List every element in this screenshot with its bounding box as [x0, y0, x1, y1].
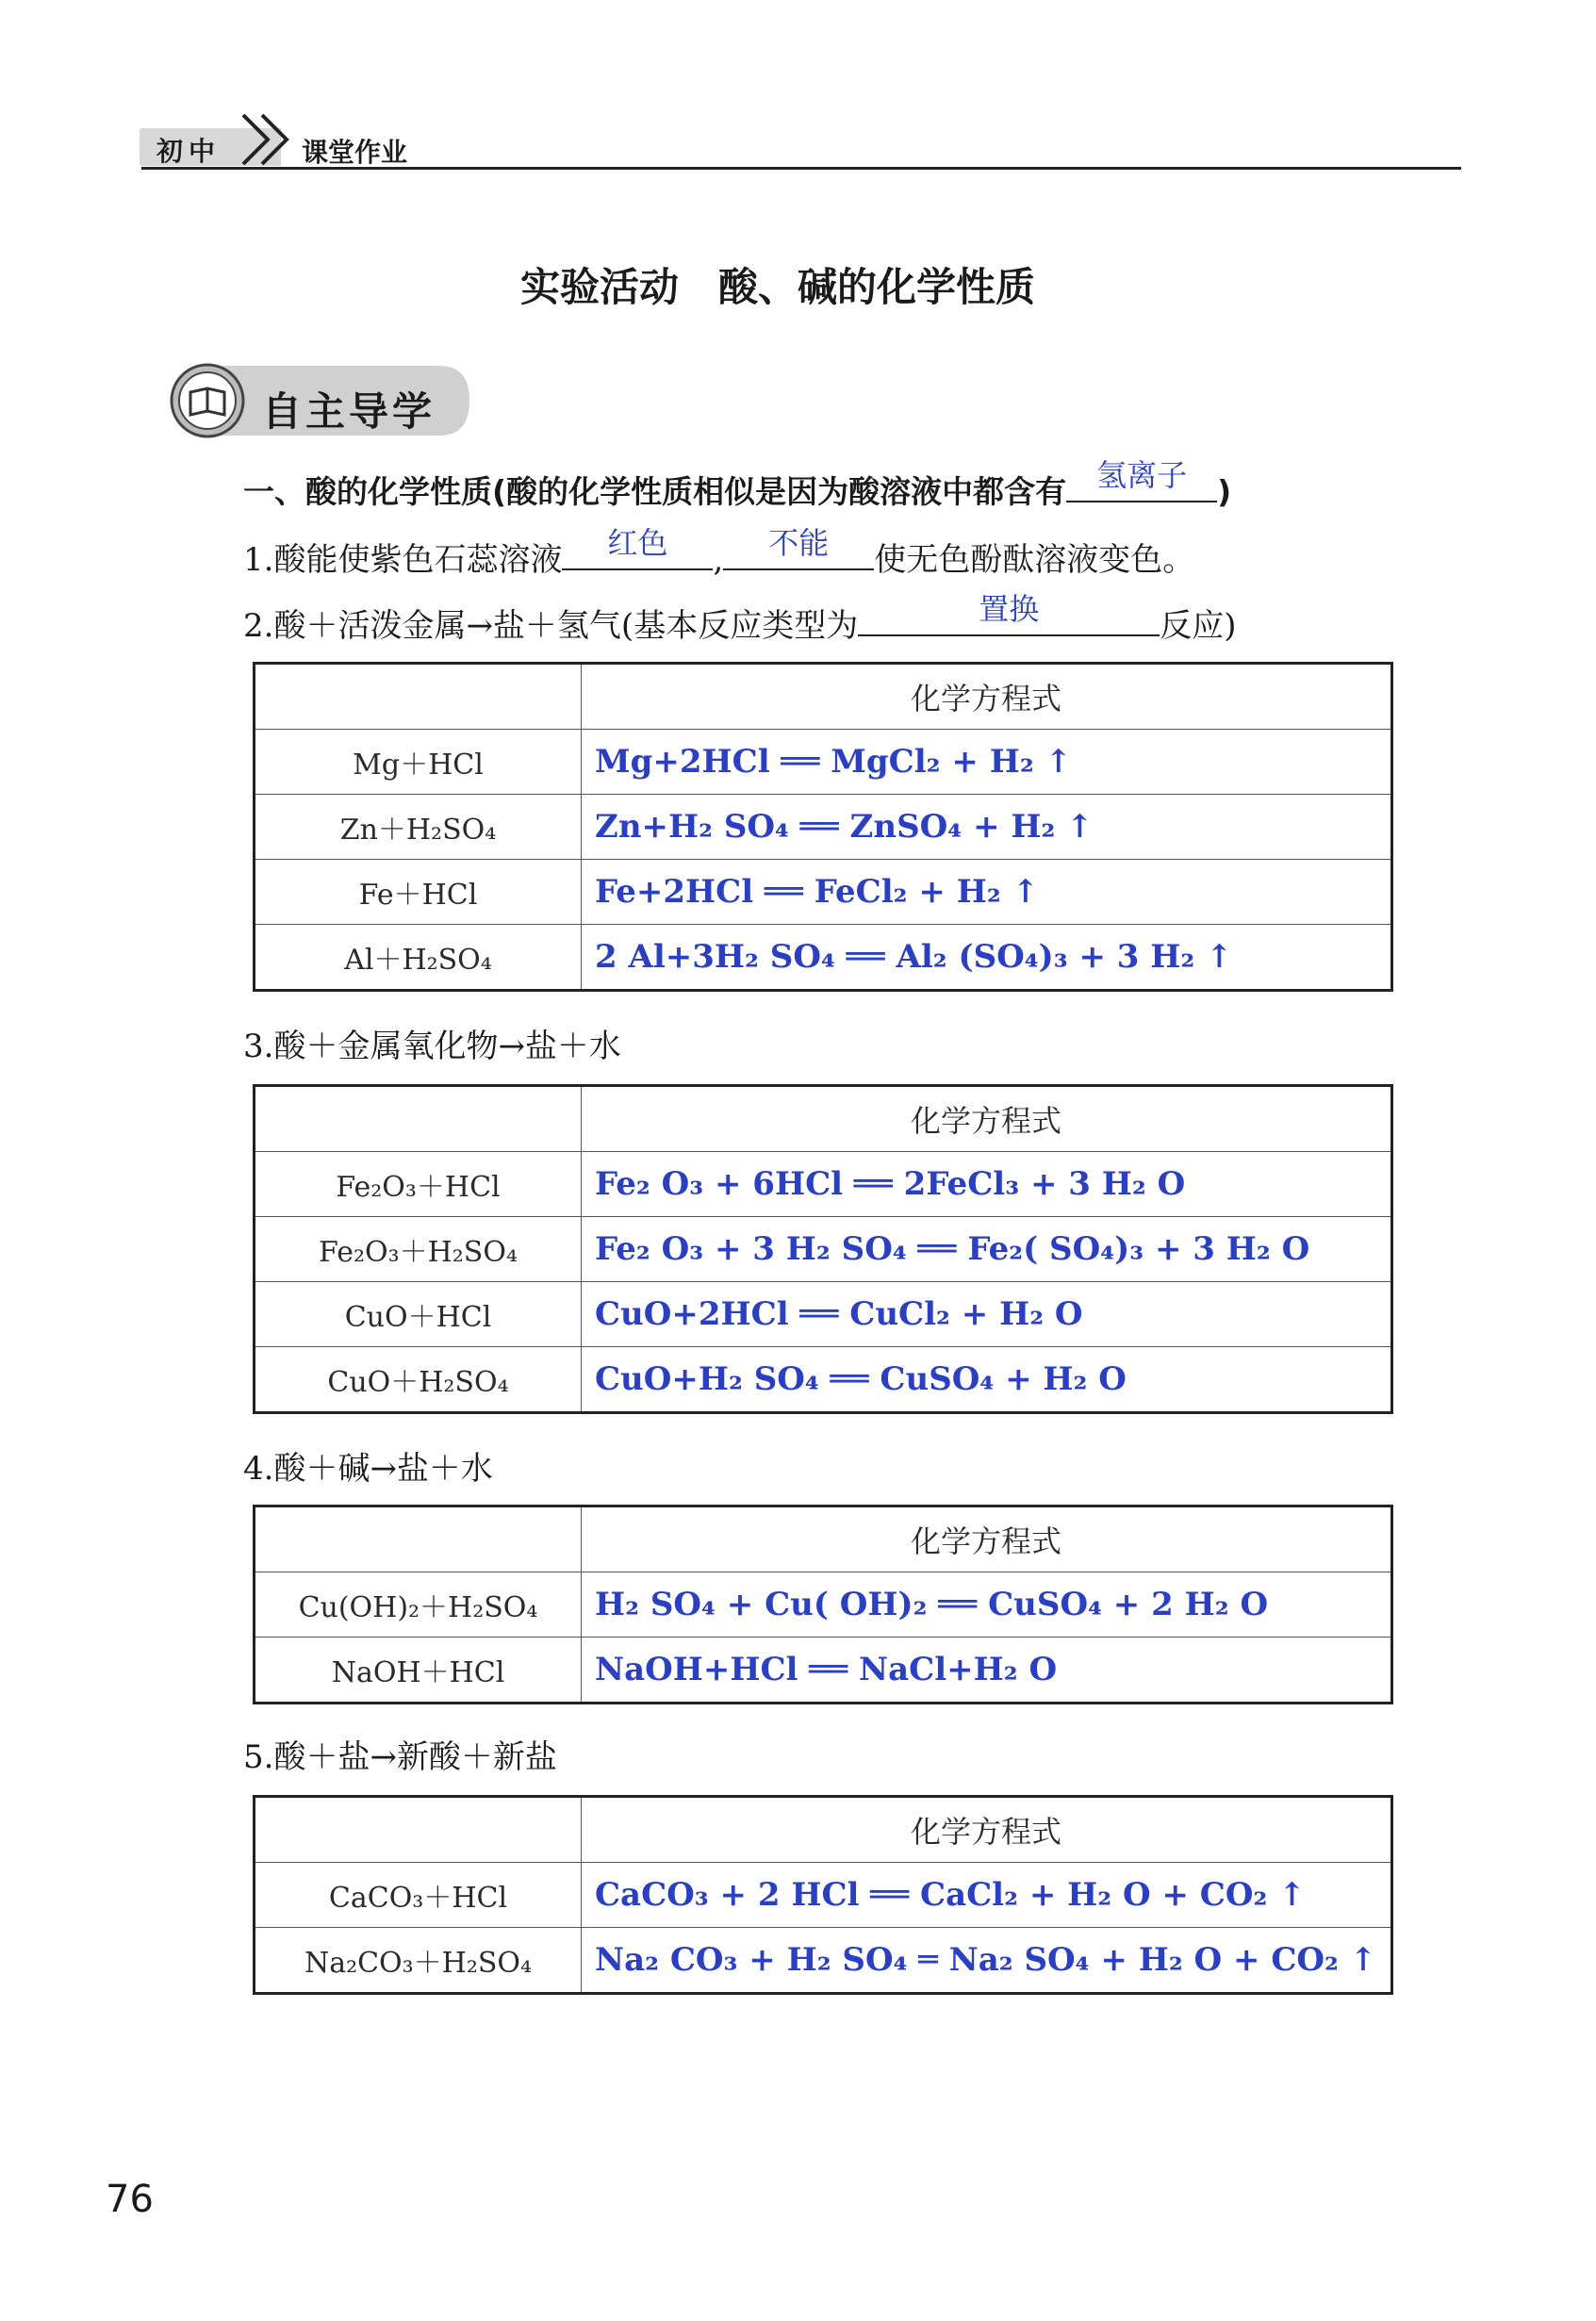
table-header-empty	[255, 1086, 582, 1152]
page-number: 76	[106, 2178, 154, 2221]
equation-table-1	[253, 662, 1393, 992]
reactants-cell: Mg＋HCl	[255, 730, 582, 795]
reactants-cell: CuO＋HCl	[255, 1282, 582, 1347]
reactants-cell: Na₂CO₃＋H₂SO₄	[255, 1928, 582, 1994]
table-header-row	[255, 1797, 1392, 1863]
item-3: 3.酸＋金属氧化物→盐＋水	[243, 1028, 621, 1065]
equation-cell: H₂ SO₄ + Cu( OH)₂ ══ CuSO₄ + 2 H₂ O	[582, 1572, 1392, 1638]
section-badge-label: 自主导学	[262, 388, 436, 435]
part-heading	[243, 457, 1232, 512]
table-header-label: 化学方程式	[582, 1797, 1392, 1863]
header-series: 课堂作业	[302, 137, 408, 168]
table-row	[255, 730, 1392, 795]
answer-text: 红色	[607, 525, 668, 561]
table-row	[255, 860, 1392, 925]
equation-cell: Fe₂ O₃ + 6HCl ══ 2FeCl₃ + 3 H₂ O	[582, 1152, 1392, 1217]
table-row	[255, 1928, 1392, 1994]
item-1	[243, 525, 1195, 580]
equation-cell: CaCO₃ + 2 HCl ══ CaCl₂ + H₂ O + CO₂ ↑	[582, 1863, 1392, 1928]
item-1-separator: ,	[713, 541, 724, 579]
reactants-cell: Al＋H₂SO₄	[255, 925, 582, 991]
reactants-cell: Zn＋H₂SO₄	[255, 795, 582, 860]
table-row	[255, 795, 1392, 860]
reactants-cell: CuO＋H₂SO₄	[255, 1347, 582, 1413]
page-title: 实验活动 酸、碱的化学性质	[520, 264, 1036, 310]
item-1-text: 1.酸能使紫色石蕊溶液	[243, 541, 563, 579]
table-header-row	[255, 664, 1392, 730]
reactants-cell: CaCO₃＋HCl	[255, 1863, 582, 1928]
table-header-empty	[255, 1797, 582, 1863]
equation-table-4	[253, 1795, 1393, 1995]
table-row	[255, 1152, 1392, 1217]
equation-table-2	[253, 1084, 1393, 1414]
table-header-label: 化学方程式	[582, 1506, 1392, 1572]
reactants-cell: Fe₂O₃＋H₂SO₄	[255, 1217, 582, 1282]
item-2	[243, 591, 1237, 646]
part-heading-text: 一、酸的化学性质(酸的化学性质相似是因为酸溶液中都含有	[243, 473, 1067, 510]
header-rule	[141, 167, 1461, 170]
reactants-cell: Cu(OH)₂＋H₂SO₄	[255, 1572, 582, 1638]
equation-cell: 2 Al+3H₂ SO₄ ══ Al₂ (SO₄)₃ + 3 H₂ ↑	[582, 925, 1392, 991]
table-row	[255, 1863, 1392, 1928]
item-5: 5.酸＋盐→新酸＋新盐	[243, 1738, 557, 1776]
item-1-text-end: 使无色酚酞溶液变色。	[874, 541, 1195, 579]
table-header-empty	[255, 1506, 582, 1572]
equation-cell: Fe₂ O₃ + 3 H₂ SO₄ ══ Fe₂( SO₄)₃ + 3 H₂ O	[582, 1217, 1392, 1282]
answer-blank	[1066, 457, 1217, 502]
table-header-label: 化学方程式	[582, 664, 1392, 730]
answer-blank	[562, 525, 713, 570]
answer-blank	[723, 525, 874, 570]
answer-text: 氢离子	[1096, 457, 1188, 493]
reactants-cell: NaOH＋HCl	[255, 1638, 582, 1704]
equation-cell: Zn+H₂ SO₄ ══ ZnSO₄ + H₂ ↑	[582, 795, 1392, 860]
equation-table-3	[253, 1505, 1393, 1704]
answer-text: 不能	[768, 525, 830, 561]
table-row	[255, 1347, 1392, 1413]
equation-cell: Na₂ CO₃ + H₂ SO₄ ═ Na₂ SO₄ + H₂ O + CO₂ ↑	[582, 1928, 1392, 1994]
reactants-cell: Fe＋HCl	[255, 860, 582, 925]
reactants-cell: Fe₂O₃＋HCl	[255, 1152, 582, 1217]
table-row	[255, 1282, 1392, 1347]
answer-blank	[858, 591, 1160, 636]
item-2-text-end: 反应)	[1160, 607, 1237, 645]
answer-text: 置换	[979, 591, 1040, 627]
item-4: 4.酸＋碱→盐＋水	[243, 1450, 493, 1488]
table-header-row	[255, 1086, 1392, 1152]
equation-cell: CuO+2HCl ══ CuCl₂ + H₂ O	[582, 1282, 1392, 1347]
table-header-row	[255, 1506, 1392, 1572]
table-row	[255, 1217, 1392, 1282]
header-level: 初中	[156, 136, 222, 167]
part-heading-end: )	[1217, 473, 1232, 510]
double-chevron-icon	[236, 104, 302, 170]
equation-cell: Mg+2HCl ══ MgCl₂ + H₂ ↑	[582, 730, 1392, 795]
table-header-empty	[255, 664, 582, 730]
table-header-label: 化学方程式	[582, 1086, 1392, 1152]
table-row	[255, 925, 1392, 991]
item-2-text: 2.酸＋活泼金属→盐＋氢气(基本反应类型为	[243, 607, 859, 645]
equation-cell: NaOH+HCl ══ NaCl+H₂ O	[582, 1638, 1392, 1704]
equation-cell: CuO+H₂ SO₄ ══ CuSO₄ + H₂ O	[582, 1347, 1392, 1413]
table-row	[255, 1572, 1392, 1638]
table-row	[255, 1638, 1392, 1704]
equation-cell: Fe+2HCl ══ FeCl₂ + H₂ ↑	[582, 860, 1392, 925]
